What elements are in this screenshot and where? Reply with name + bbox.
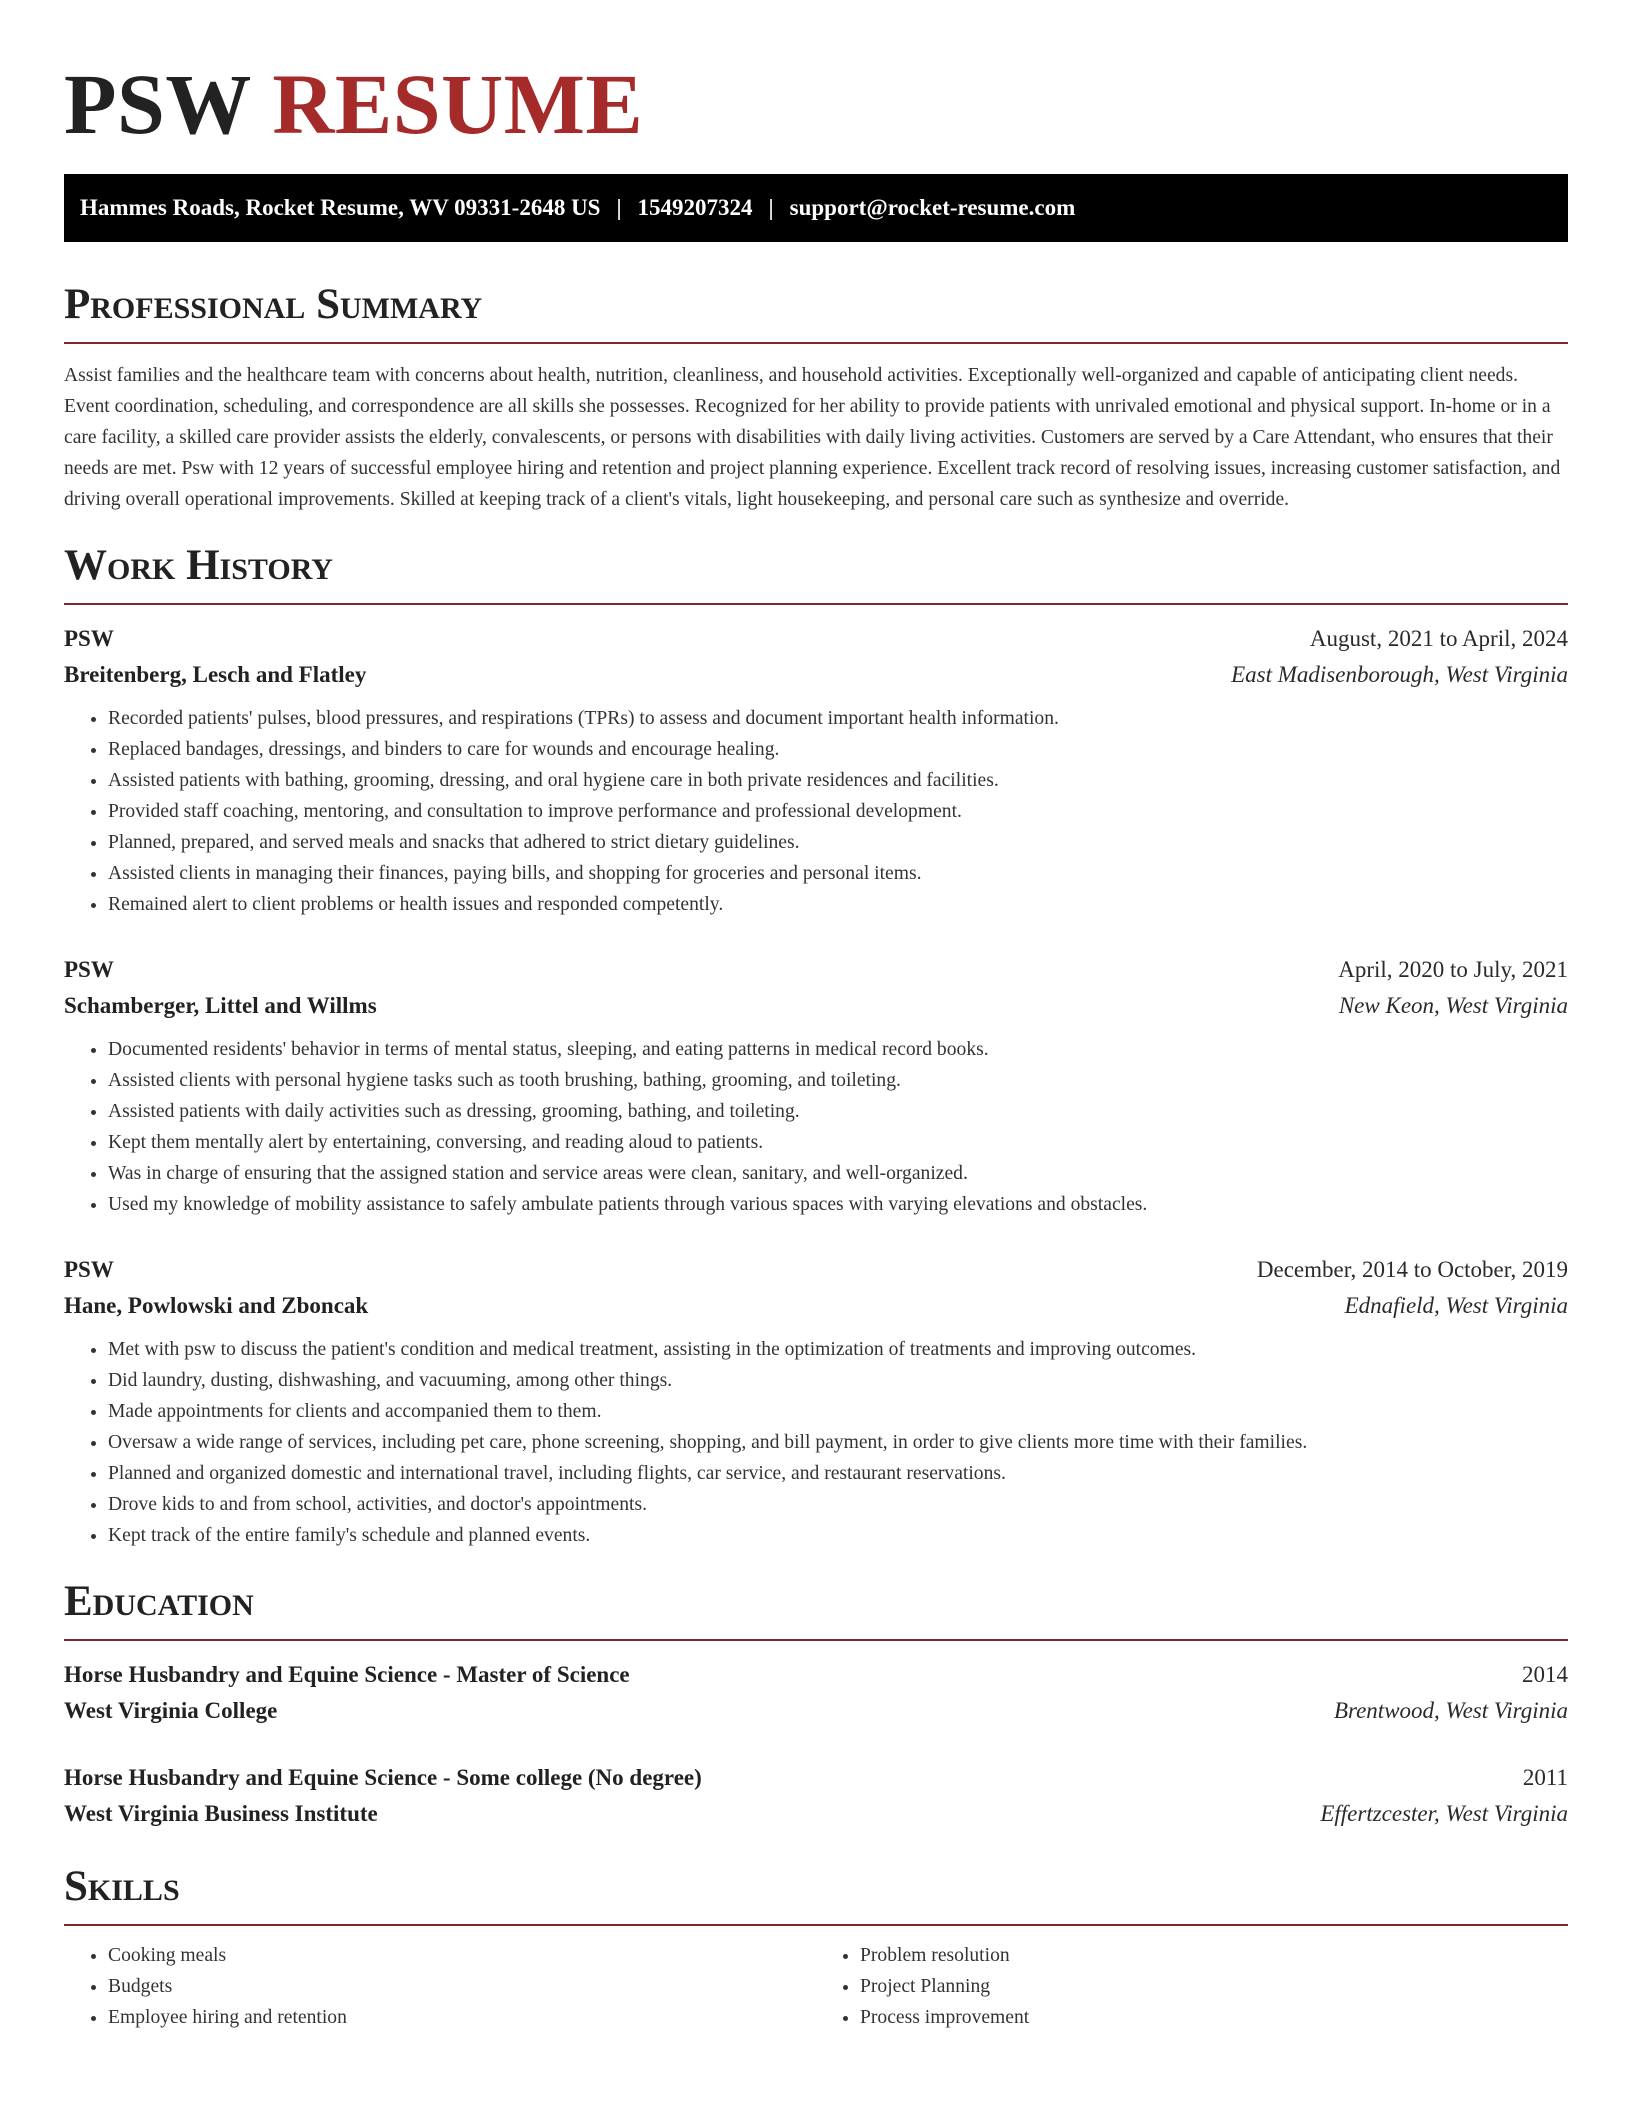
skills-list-right <box>816 1940 1568 2033</box>
education-school: West Virginia College <box>64 1698 278 1723</box>
job-bullet: • Recorded patients' pulses, blood pressures, and respirations (TPRs) to assess and document important health information. <box>108 703 1568 734</box>
skill-item: • Budgets <box>108 1971 816 2002</box>
resume-title <box>64 0 1568 150</box>
job-bullet: • Kept them mentally alert by entertaining, conversing, and reading aloud to patients. <box>108 1127 1568 1158</box>
job-bullets <box>64 1034 1568 1220</box>
job-entry <box>64 621 1568 920</box>
job-location: Ednafield, West Virginia <box>1344 1293 1568 1318</box>
contact-separator: | <box>616 195 622 220</box>
education-entry <box>64 1760 1568 1832</box>
education-degree: Horse Husbandry and Equine Science - Some college (No degree) <box>64 1765 702 1790</box>
job-title: PSW <box>64 957 114 982</box>
skills-section <box>64 1862 1568 2033</box>
skill-item: • Cooking meals <box>108 1940 816 1971</box>
education-year: 2011 <box>1522 1765 1568 1790</box>
work-heading: Work History <box>64 541 1568 605</box>
job-bullet: • Did laundry, dusting, dishwashing, and vacuuming, among other things. <box>108 1365 1568 1396</box>
work-section <box>64 541 1568 1551</box>
job-bullet: • Replaced bandages, dressings, and binders to care for wounds and encourage healing. <box>108 734 1568 765</box>
job-location: New Keon, West Virginia <box>1338 993 1568 1018</box>
job-bullet: • Remained alert to client problems or health issues and responded competently. <box>108 889 1568 920</box>
contact-phone: 1549207324 <box>637 195 753 220</box>
job-bullet: • Planned and organized domestic and international travel, including flights, car service, and restaurant reservations. <box>108 1458 1568 1489</box>
skills-list-left <box>64 1940 816 2033</box>
job-title: PSW <box>64 626 114 651</box>
education-location: Brentwood, West Virginia <box>1333 1698 1568 1723</box>
job-title: PSW <box>64 1257 114 1282</box>
job-bullet: • Kept track of the entire family's schedule and planned events. <box>108 1520 1568 1551</box>
contact-email[interactable]: support@rocket-resume.com <box>789 195 1076 220</box>
job-bullet: • Assisted patients with daily activities such as dressing, grooming, bathing, and toileting. <box>108 1096 1568 1127</box>
education-heading: Education <box>64 1577 1568 1641</box>
job-dates: December, 2014 to October, 2019 <box>1256 1257 1568 1282</box>
skill-item: • Employee hiring and retention <box>108 2002 816 2033</box>
job-bullet: • Documented residents' behavior in terms of mental status, sleeping, and eating patterns in medical record books. <box>108 1034 1568 1065</box>
job-location: East Madisenborough, West Virginia <box>1231 662 1568 687</box>
job-dates: August, 2021 to April, 2024 <box>1309 626 1568 651</box>
skill-item: • Problem resolution <box>860 1940 1568 1971</box>
contact-address: Hammes Roads, Rocket Resume, WV 09331-2648 US <box>80 195 601 220</box>
skills-columns <box>64 1940 1568 2033</box>
job-bullet: • Oversaw a wide range of services, including pet care, phone screening, shopping, and bill payment, in order to give clients more time with their families. <box>108 1427 1568 1458</box>
job-bullet: • Planned, prepared, and served meals and snacks that adhered to strict dietary guidelines. <box>108 827 1568 858</box>
job-bullets <box>64 703 1568 920</box>
job-bullet: • Assisted clients with personal hygiene tasks such as tooth brushing, bathing, grooming, and toileting. <box>108 1065 1568 1096</box>
skill-item: • Process improvement <box>860 2002 1568 2033</box>
skills-heading: Skills <box>64 1862 1568 1926</box>
job-entry <box>64 1252 1568 1551</box>
contact-separator: | <box>768 195 774 220</box>
job-bullet: • Assisted patients with bathing, grooming, dressing, and oral hygiene care in both private residences and facilities. <box>108 765 1568 796</box>
job-company: Schamberger, Littel and Willms <box>64 993 377 1018</box>
title-first: PSW <box>64 56 251 152</box>
education-section <box>64 1577 1568 1832</box>
job-bullet: • Drove kids to and from school, activities, and doctor's appointments. <box>108 1489 1568 1520</box>
job-company: Hane, Powlowski and Zboncak <box>64 1293 369 1318</box>
job-entry <box>64 952 1568 1220</box>
title-accent: RESUME <box>272 56 644 152</box>
education-entry <box>64 1657 1568 1729</box>
summary-section <box>64 280 1568 515</box>
summary-heading: Professional Summary <box>64 280 1568 344</box>
summary-text: Assist families and the healthcare team with concerns about health, nutrition, cleanliness, and household activities. Exceptionally well-organized and capable of anticipating client needs. Event coordination, scheduling, and correspondence are all skills she possesses. Recognized for her ability to provide patients with unrivaled emotional and physical support. In-home or in a care facility, a skilled care provider assists the elderly, convalescents, or persons with disabilities with daily living activities. Customers are served by a Care Attendant, who ensures that their needs are met. Psw with 12 years of successful employee hiring and retention and project planning experience. Excellent track record of resolving issues, increasing customer satisfaction, and driving overall operational improvements. Skilled at keeping track of a client's vitals, light housekeeping, and personal care such as synthesize and override. <box>64 365 1561 510</box>
job-bullet: • Used my knowledge of mobility assistance to safely ambulate patients through various spaces with varying elevations and obstacles. <box>108 1189 1568 1220</box>
education-year: 2014 <box>1522 1662 1568 1687</box>
job-bullet: • Made appointments for clients and accompanied them to them. <box>108 1396 1568 1427</box>
job-company: Breitenberg, Lesch and Flatley <box>64 662 367 687</box>
skill-item: • Project Planning <box>860 1971 1568 2002</box>
education-degree: Horse Husbandry and Equine Science - Master of Science <box>64 1662 630 1687</box>
job-bullet: • Provided staff coaching, mentoring, and consultation to improve performance and professional development. <box>108 796 1568 827</box>
job-dates: April, 2020 to July, 2021 <box>1338 957 1568 982</box>
education-school: West Virginia Business Institute <box>64 1801 378 1826</box>
job-bullet: • Was in charge of ensuring that the assigned station and service areas were clean, sanitary, and well-organized. <box>108 1158 1568 1189</box>
job-bullets <box>64 1334 1568 1551</box>
job-bullet: • Assisted clients in managing their finances, paying bills, and shopping for groceries and personal items. <box>108 858 1568 889</box>
job-bullet: • Met with psw to discuss the patient's condition and medical treatment, assisting in the optimization of treatments and improving outcomes. <box>108 1334 1568 1365</box>
contact-bar <box>64 174 1568 242</box>
education-location: Effertzcester, West Virginia <box>1320 1801 1568 1826</box>
